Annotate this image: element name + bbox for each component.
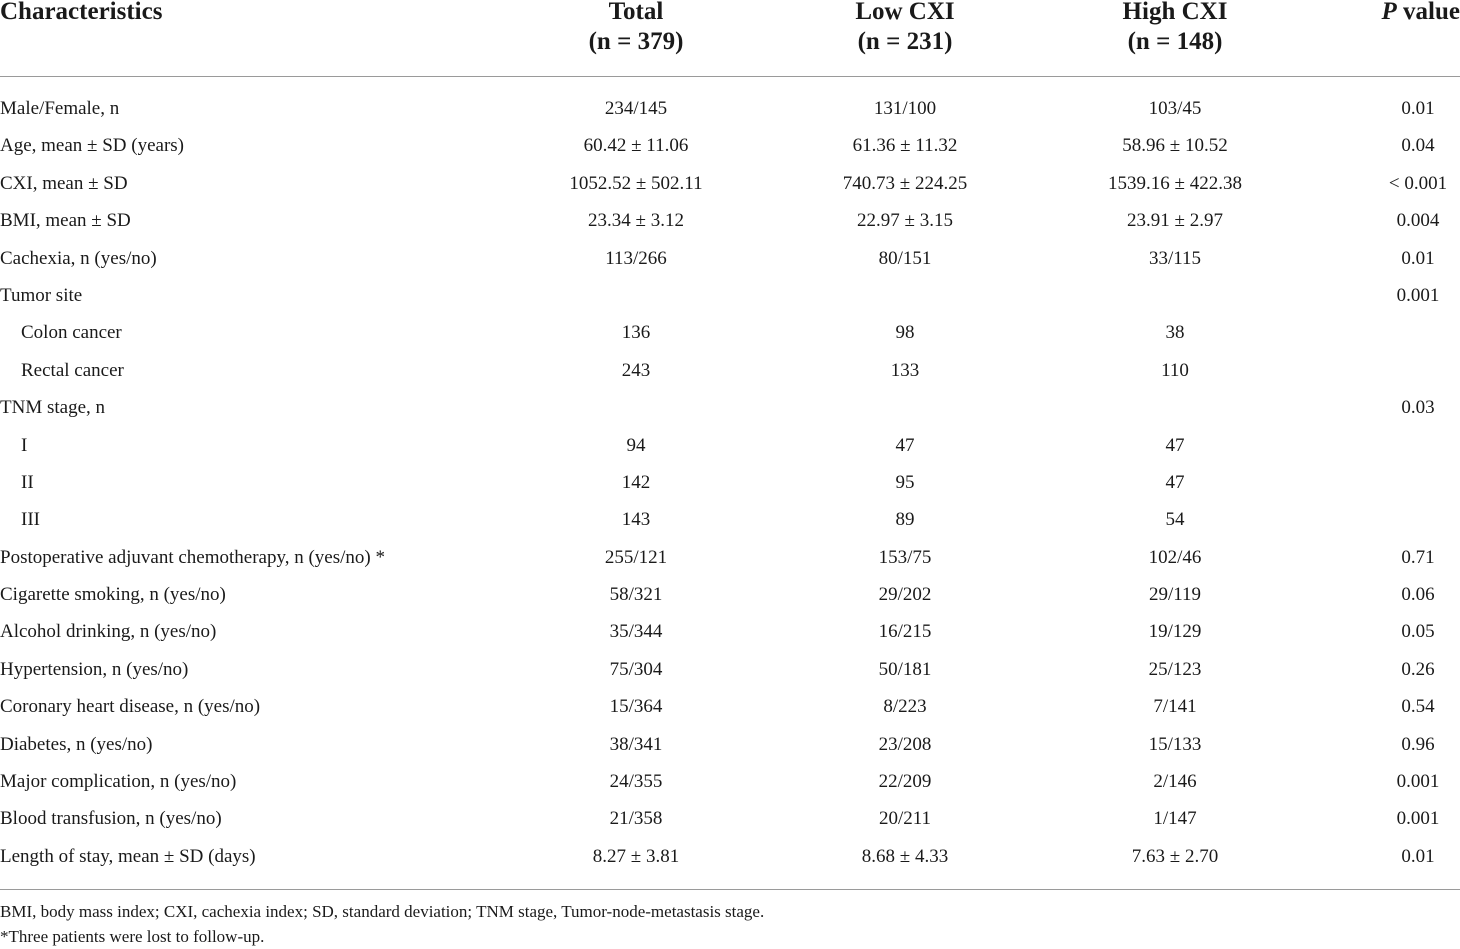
row-label: Length of stay, mean ± SD (days) <box>0 845 256 867</box>
cell-total: 94 <box>626 434 646 456</box>
cell-total: 23.34 ± 3.12 <box>588 210 684 232</box>
cell-total: 8.27 ± 3.81 <box>592 845 680 867</box>
cell-total: 136 <box>621 322 651 344</box>
cell-low-cxi: 98 <box>895 322 915 344</box>
row-label: Alcohol drinking, n (yes/no) <box>0 621 217 643</box>
cell-low-cxi: 20/211 <box>878 808 932 830</box>
cell-high-cxi: 47 <box>1165 434 1185 456</box>
cell-total: 58/321 <box>609 584 663 606</box>
footnote-abbreviations: BMI, body mass index; CXI, cachexia index; SD, standard deviation; TNM stage, Tumor-node-metastasis stage. <box>0 902 765 921</box>
cell-total: 21/358 <box>609 808 663 830</box>
cell-low-cxi: 80/151 <box>878 247 932 269</box>
cell-low-cxi: 8.68 ± 4.33 <box>861 845 949 867</box>
cell-high-cxi: 38 <box>1165 322 1185 344</box>
row-label: Colon cancer <box>21 322 122 344</box>
cell-high-cxi: 29/119 <box>1148 584 1202 606</box>
table-header <box>0 0 1460 76</box>
cell-total: 15/364 <box>609 696 663 718</box>
cell-low-cxi: 23/208 <box>878 733 932 755</box>
row-label: Coronary heart disease, n (yes/no) <box>0 696 261 718</box>
cell-low-cxi: 133 <box>890 359 920 381</box>
row-label: Diabetes, n (yes/no) <box>0 733 153 755</box>
header-p-value <box>1360 0 1460 27</box>
cell-total: 255/121 <box>604 546 668 568</box>
header-high-title: High CXI <box>1122 0 1228 25</box>
row-label: Postoperative adjuvant chemotherapy, n (yes/no) * <box>0 546 385 568</box>
row-label: Tumor site <box>0 284 83 306</box>
cell-p-value: 0.01 <box>1401 845 1435 867</box>
cell-low-cxi: 61.36 ± 11.32 <box>852 135 958 157</box>
table-row <box>0 838 1460 875</box>
header-total-count: (n = 379) <box>588 28 684 55</box>
table-row <box>0 800 1460 837</box>
cell-total: 113/266 <box>605 247 667 269</box>
cell-low-cxi: 22/209 <box>878 771 932 793</box>
table-row <box>0 277 1460 314</box>
cell-p-value: 0.01 <box>1401 98 1435 119</box>
row-label: II <box>21 471 34 493</box>
header-p-rest: value <box>1396 0 1460 25</box>
cell-high-cxi: 7.63 ± 2.70 <box>1131 845 1219 867</box>
header-divider <box>0 76 1460 77</box>
cell-p-value: 0.01 <box>1401 247 1435 269</box>
table-row <box>0 352 1460 389</box>
cell-low-cxi: 740.73 ± 224.25 <box>842 172 968 194</box>
cell-total: 24/355 <box>609 771 663 793</box>
cell-p-value: 0.06 <box>1401 584 1435 606</box>
table-row <box>0 726 1460 763</box>
cell-high-cxi: 54 <box>1165 509 1185 531</box>
row-label: Rectal cancer <box>21 359 124 381</box>
header-total-title: Total <box>608 0 664 25</box>
cell-total: 143 <box>621 509 651 531</box>
header-low-count: (n = 231) <box>857 28 953 55</box>
footer-divider <box>0 889 1460 890</box>
table-row <box>0 501 1460 538</box>
cell-p-value: 0.001 <box>1396 284 1440 306</box>
cell-low-cxi: 29/202 <box>878 584 932 606</box>
row-label: Cigarette smoking, n (yes/no) <box>0 584 226 606</box>
table-row <box>0 613 1460 650</box>
cell-p-value: 0.26 <box>1401 658 1435 680</box>
cell-high-cxi: 25/123 <box>1148 658 1202 680</box>
row-label: Blood transfusion, n (yes/no) <box>0 808 222 830</box>
cell-total: 243 <box>621 359 651 381</box>
row-label: BMI, mean ± SD <box>0 210 131 232</box>
footnote-lost-follow-up: *Three patients were lost to follow-up. <box>0 927 265 946</box>
row-label: Cachexia, n (yes/no) <box>0 247 157 269</box>
row-label: TNM stage, n <box>0 397 106 419</box>
cell-total: 142 <box>621 471 651 493</box>
cell-high-cxi: 2/146 <box>1153 771 1197 793</box>
cell-high-cxi: 15/133 <box>1148 733 1202 755</box>
table-row <box>0 202 1460 239</box>
cell-high-cxi: 7/141 <box>1153 696 1197 718</box>
cell-high-cxi: 1539.16 ± 422.38 <box>1108 172 1242 194</box>
cell-p-value: 0.004 <box>1396 210 1440 232</box>
row-label: Age, mean ± SD (years) <box>0 135 185 157</box>
cell-high-cxi: 103/45 <box>1148 98 1202 119</box>
header-high-count: (n = 148) <box>1127 28 1223 55</box>
header-low-cxi <box>805 0 1005 57</box>
table-row <box>0 576 1460 613</box>
table-row <box>0 165 1460 202</box>
row-label: CXI, mean ± SD <box>0 172 128 194</box>
cell-low-cxi: 22.97 ± 3.15 <box>857 210 953 232</box>
table-row <box>0 314 1460 351</box>
cell-p-value: 0.05 <box>1401 621 1435 643</box>
row-label: Male/Female, n <box>0 98 120 119</box>
cell-high-cxi: 33/115 <box>1148 247 1202 269</box>
cell-high-cxi: 110 <box>1161 359 1189 381</box>
table-row <box>0 464 1460 501</box>
header-high-cxi <box>1075 0 1275 57</box>
table-row <box>0 763 1460 800</box>
row-label: Major complication, n (yes/no) <box>0 771 237 793</box>
table-row <box>0 688 1460 725</box>
header-characteristics: Characteristics <box>0 0 163 25</box>
header-p-italic: P <box>1381 0 1397 25</box>
table-footnotes <box>0 899 1460 949</box>
cell-p-value: 0.54 <box>1401 696 1435 718</box>
cell-p-value: 0.71 <box>1401 546 1435 568</box>
header-low-title: Low CXI <box>855 0 955 25</box>
cell-p-value: < 0.001 <box>1388 172 1448 194</box>
cell-total: 38/341 <box>609 733 663 755</box>
cell-low-cxi: 50/181 <box>878 658 932 680</box>
table-row <box>0 539 1460 576</box>
row-label: Hypertension, n (yes/no) <box>0 658 189 680</box>
cell-high-cxi: 58.96 ± 10.52 <box>1122 135 1228 157</box>
cell-low-cxi: 95 <box>895 471 915 493</box>
cell-p-value: 0.03 <box>1401 397 1435 419</box>
table-row <box>0 651 1460 688</box>
table-row <box>0 389 1460 426</box>
cell-low-cxi: 131/100 <box>873 98 937 119</box>
cell-p-value: 0.04 <box>1401 135 1435 157</box>
cell-high-cxi: 102/46 <box>1148 546 1202 568</box>
cell-total: 35/344 <box>609 621 663 643</box>
cell-low-cxi: 8/223 <box>883 696 927 718</box>
table-row <box>0 427 1460 464</box>
header-total <box>536 0 736 57</box>
cell-total: 75/304 <box>609 658 663 680</box>
cell-high-cxi: 1/147 <box>1153 808 1197 830</box>
cell-low-cxi: 153/75 <box>878 546 932 568</box>
cell-high-cxi: 47 <box>1165 471 1185 493</box>
cell-low-cxi: 47 <box>895 434 915 456</box>
cell-p-value: 0.001 <box>1396 771 1440 793</box>
table-row <box>0 240 1460 277</box>
row-label: III <box>21 509 40 531</box>
cell-low-cxi: 89 <box>895 509 915 531</box>
cell-low-cxi: 16/215 <box>878 621 932 643</box>
row-label: I <box>21 434 28 456</box>
cell-total: 1052.52 ± 502.11 <box>569 172 703 194</box>
cell-p-value: 0.001 <box>1396 808 1440 830</box>
table-body <box>0 90 1460 875</box>
table-row <box>0 90 1460 127</box>
cell-total: 234/145 <box>604 98 668 119</box>
table-row <box>0 127 1460 164</box>
cell-high-cxi: 23.91 ± 2.97 <box>1127 210 1223 232</box>
cell-total: 60.42 ± 11.06 <box>583 135 689 157</box>
cell-high-cxi: 19/129 <box>1148 621 1202 643</box>
cell-p-value: 0.96 <box>1401 733 1435 755</box>
